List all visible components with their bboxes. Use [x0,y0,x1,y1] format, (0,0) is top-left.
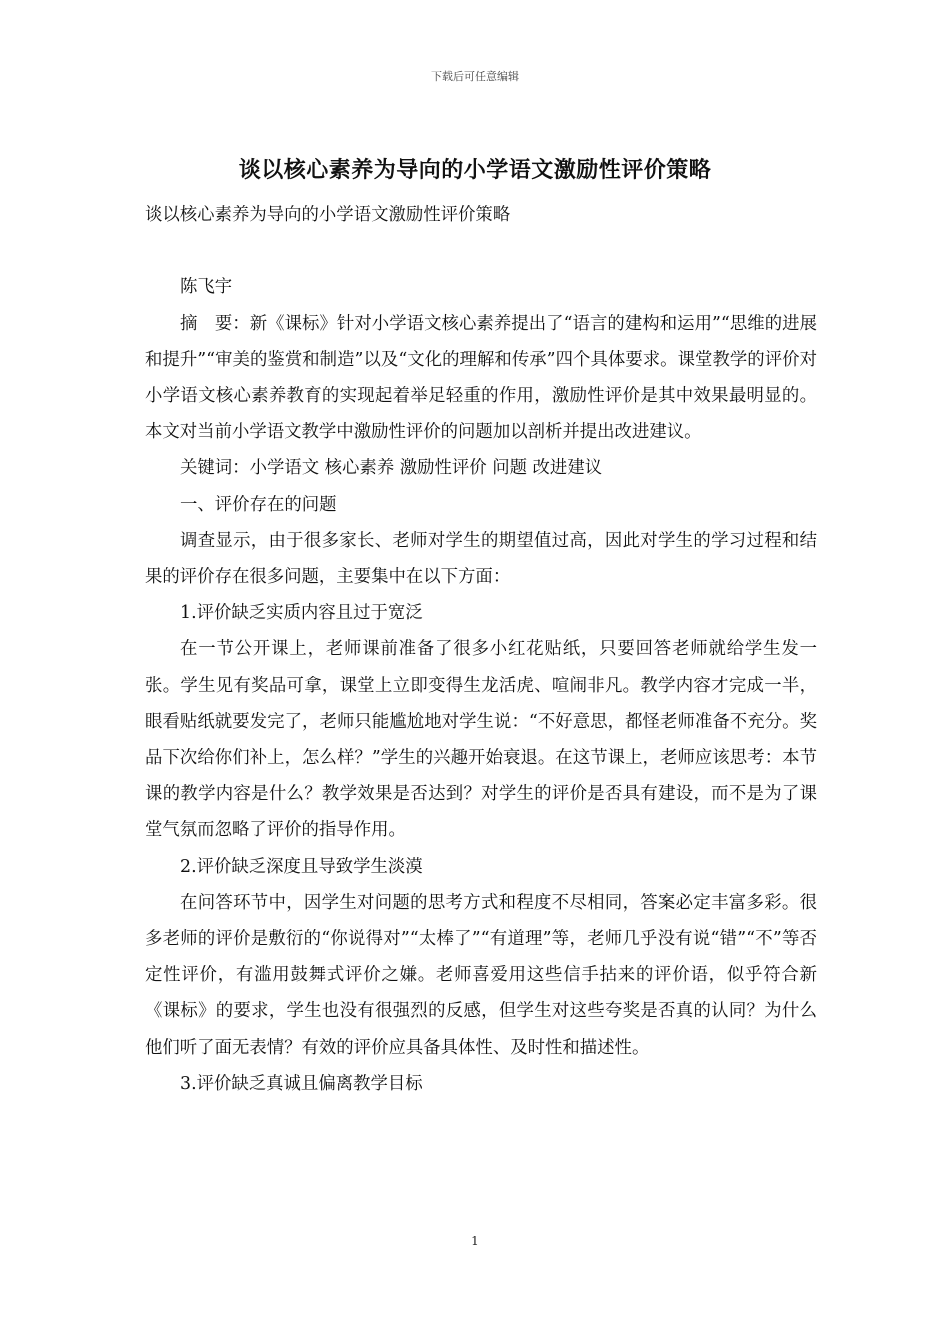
keywords-line: 关键词：小学语文 核心素养 激励性评价 问题 改进建议 [180,458,603,479]
abstract-paragraph: 摘 要：新《课标》针对小学语文核心素养提出了“语言的建构和运用”“思维的进展和提升”“审美的鉴赏和制造”以及“文化的理解和传承”四个具体要求。课堂教学的评价对小学语文核心素养教育的实现起着举足轻重的作用，激励性评价是其中效果最明显的。本文对当前小学语文教学中激励性评价的问题加以剖析并提出改进建议。 [145,313,817,443]
point-1-paragraph: 在一节公开课上，老师课前准备了很多小红花贴纸，只要回答老师就给学生发一张。学生见有奖品可拿，课堂上立即变得生龙活虎、喧闹非凡。教学内容才完成一半，眼看贴纸就要发完了，老师只能尴尬地对学生说：“不好意思，都怪老师准备不充分。奖品下次给你们补上，怎么样？”学生的兴趣开始衰退。在这节课上，老师应该思考：本节课的教学内容是什么？教学效果是否达到？对学生的评价是否具有建设，而不是为了课堂气氛而忽略了评价的指导作用。 [145,639,817,841]
document-subtitle: 谈以核心素养为导向的小学语文激励性评价策略 [145,205,511,225]
author-name: 陈飞宇 [180,277,233,298]
page-header-note: 下载后可任意编辑 [431,70,519,83]
point-2-heading: 2.评价缺乏深度且导致学生淡漠 [180,856,423,877]
section-heading-1: 一、评价存在的问题 [180,494,337,515]
document-title: 谈以核心素养为导向的小学语文激励性评价策略 [238,157,712,183]
blank-line [145,233,817,269]
document-body [145,197,817,1102]
point-3-heading: 3.评价缺乏真诚且偏离教学目标 [180,1073,423,1094]
section-1-intro: 调查显示，由于很多家长、老师对学生的期望值过高，因此对学生的学习过程和结果的评价存在很多问题，主要集中在以下方面： [145,530,817,588]
point-1-heading: 1.评价缺乏实质内容且过于宽泛 [180,603,423,624]
point-2-paragraph: 在问答环节中，因学生对问题的思考方式和程度不尽相同，答案必定丰富多彩。很多老师的评价是敷衍的“你说得对”“太棒了”“有道理”等，老师几乎没有说“错”“不”等否定性评价，有滥用鼓舞式评价之嫌。老师喜爱用这些信手拈来的评价语，似乎符合新《课标》的要求，学生也没有很强烈的反感，但学生对这些夸奖是否真的认同？为什么他们听了面无表情？有效的评价应具备具体性、及时性和描述性。 [145,892,817,1058]
page-number: 1 [471,1234,479,1248]
